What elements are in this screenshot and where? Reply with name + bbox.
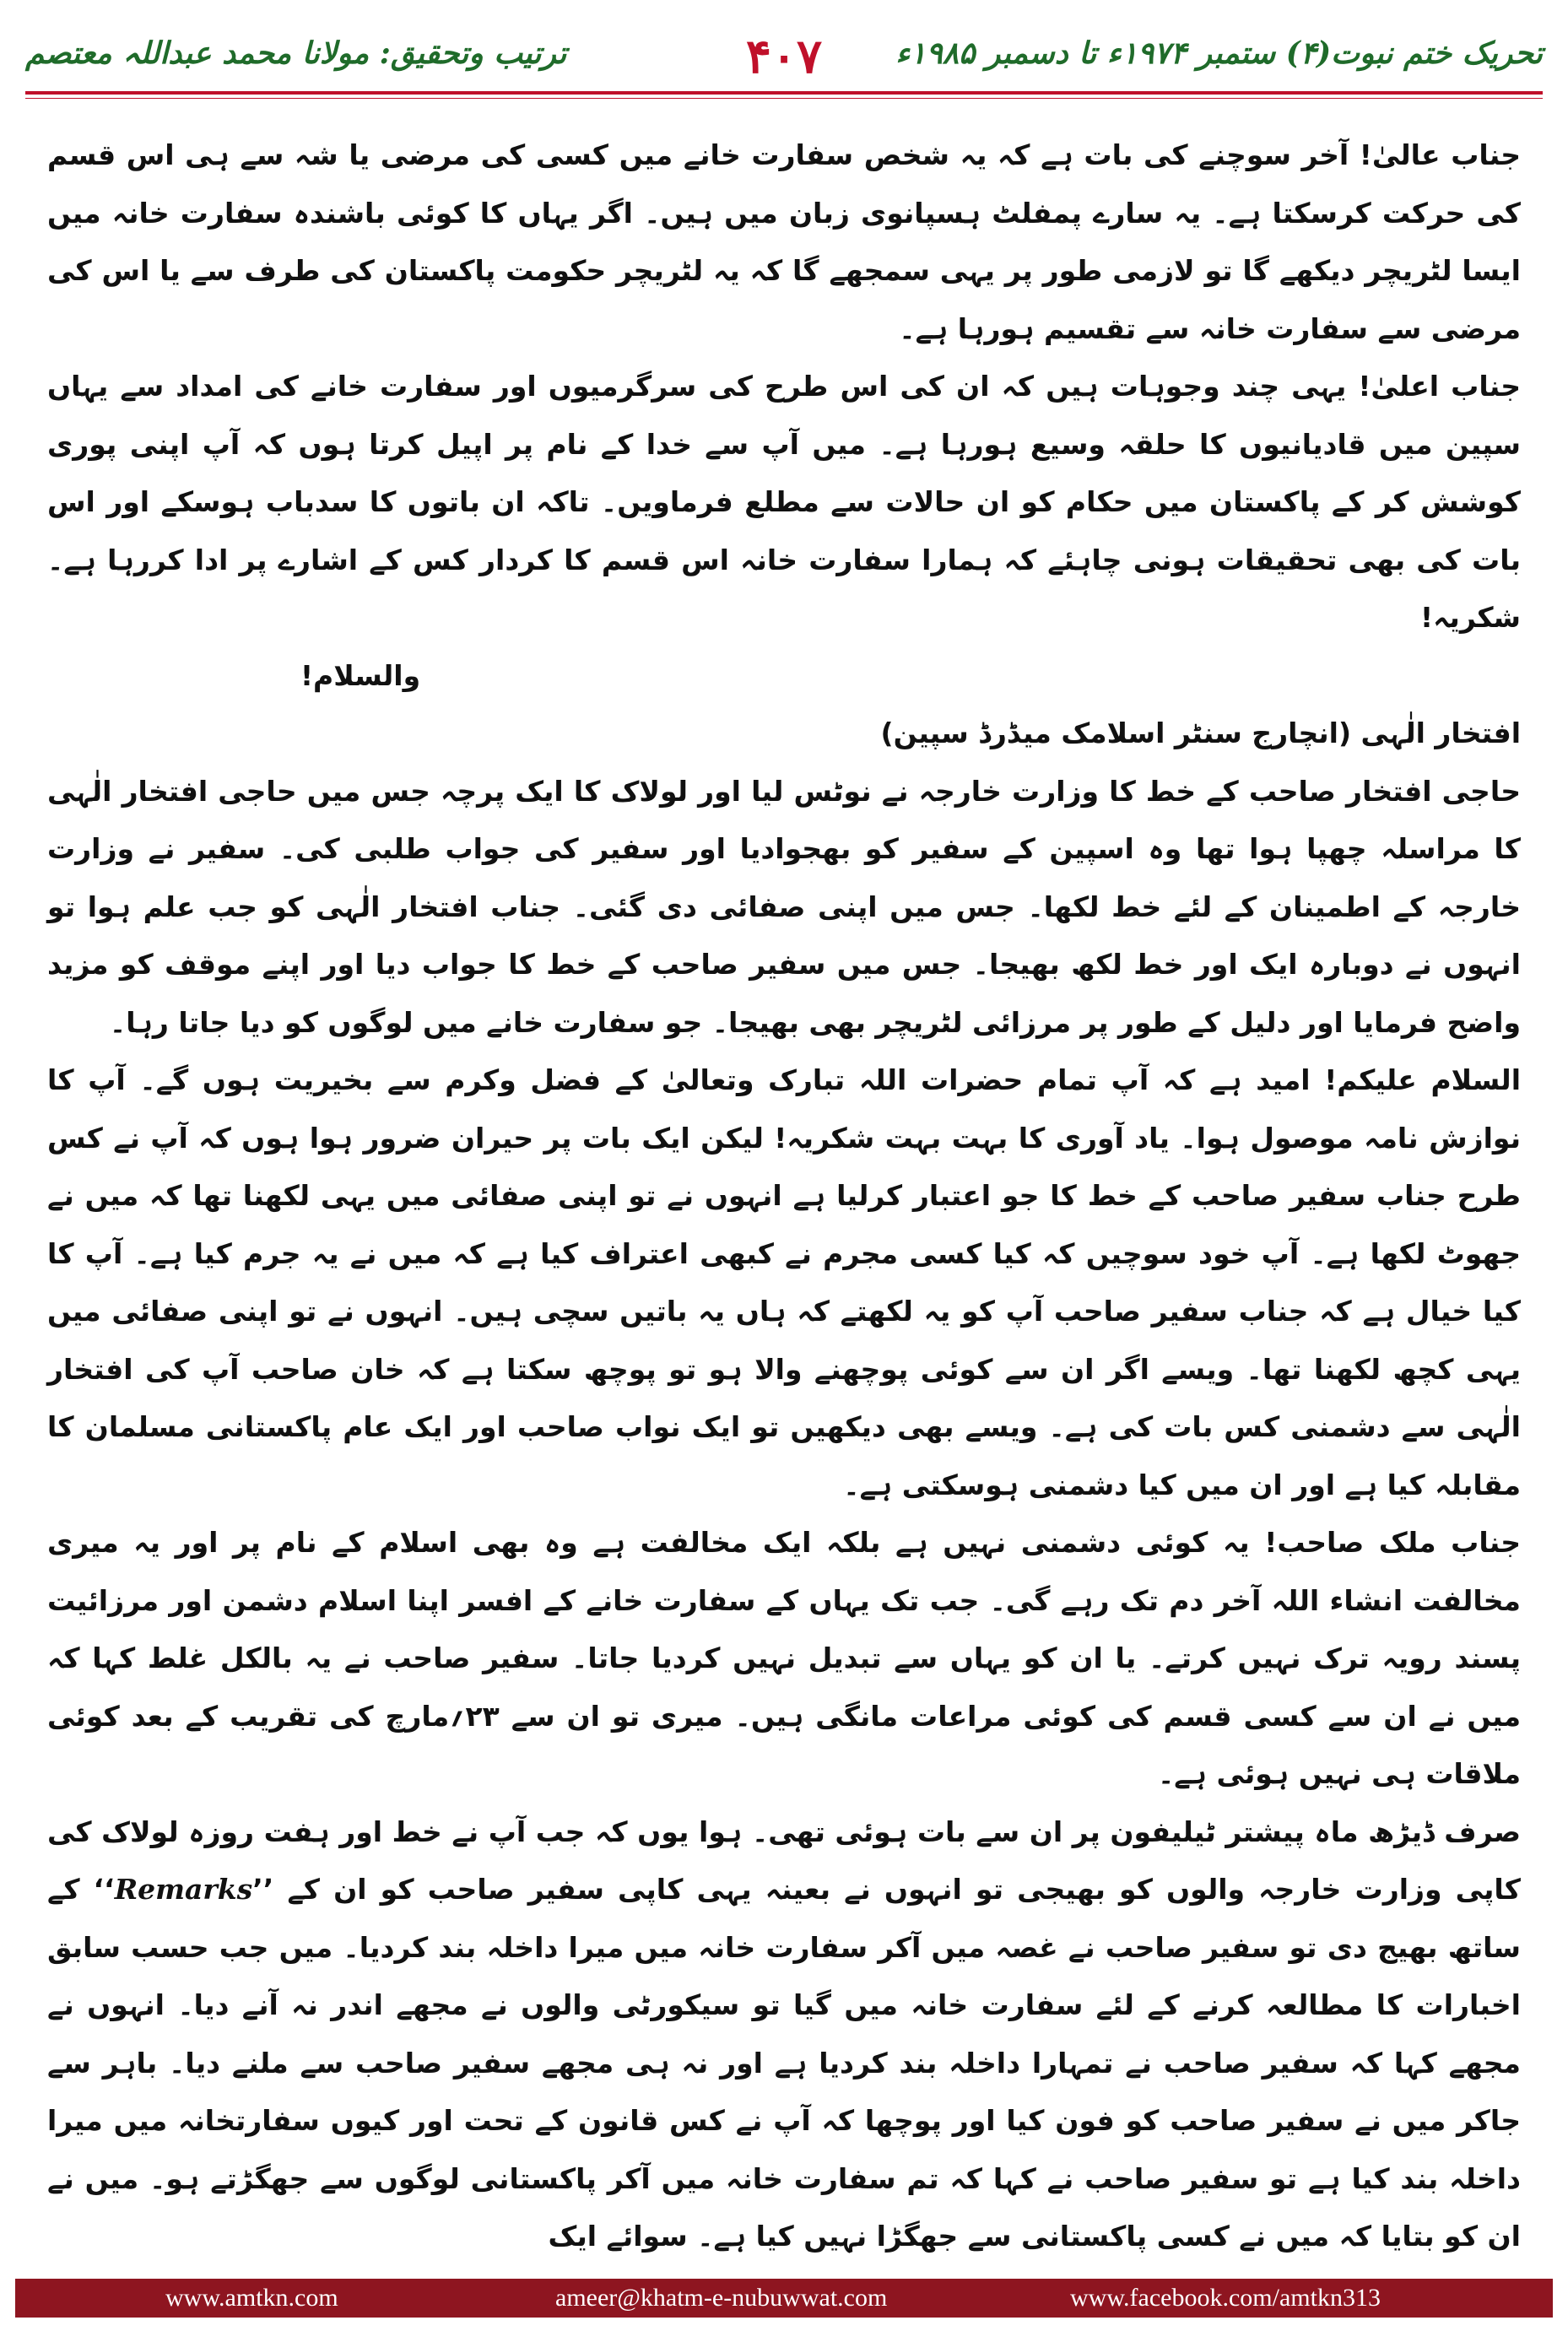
paragraph: جناب اعلیٰ! یہی چند وجوہات ہیں کہ ان کی اس طرح کی سرگرمیوں اور سفارت خانے کی امداد سے یہاں سپین میں قادیانیوں کا حلقہ وسیع ہورہا ہے۔ میں آپ سے خدا کے نام پر اپیل کرتا ہوں کہ آپ اپنی پوری کوشش کر کے پاکستان میں حکام کو ان حالات سے مطلع فرماویں۔ تاکہ ان باتوں کا سدباب ہوسکے اور اس بات کی بھی تحقیقات ہونی چاہئے کہ ہمارا سفارت خانہ اس قسم کا کردار کس کے اشارے پر ادا کررہا ہے۔ شکریہ! xyxy=(47,370,1521,634)
compiler-credit: ترتیب وتحقیق: مولانا محمد عبداللہ معتصم xyxy=(25,35,567,71)
facebook-link[interactable]: www.facebook.com/amtkn313 xyxy=(1070,2284,1381,2312)
header-rule xyxy=(25,91,1543,95)
page-body xyxy=(47,127,1521,2253)
footer-bar xyxy=(15,2279,1553,2318)
page-header xyxy=(25,29,1543,88)
paragraph-text: ‘‘ کے ساتھ بھیج دی تو سفیر صاحب نے غصہ میں آکر سفارت خانہ میں میرا داخلہ بند کردیا۔ میں جب حسب سابق اخبارات کا مطالعہ کرنے کے لئے سفارت خانہ میں گیا تو سیکورٹی والوں نے مجھے اندر نہ آنے دیا۔ انہوں نے مجھے کہا کہ سفیر صاحب نے تمہارا داخلہ بند کردیا ہے اور نہ ہی مجھے سفیر صاحب سے ملنے دیا۔ باہر سے جاکر میں نے سفیر صاحب کو فون کیا اور پوچھا کہ آپ نے کس قانون کے تحت اور کیوں سفارتخانہ میں میرا داخلہ بند کیا ہے تو سفیر صاحب نے کہا کہ تم سفارت خانہ میں آکر پاکستانی لوگوں سے جھگڑتے ہو۔ میں نے ان کو بتایا کہ میں نے کسی پاکستانی سے جھگڑا نہیں کیا ہے۔ سوائے ایک xyxy=(47,1873,1521,2253)
signature: افتخار الٰہی (انچارج سنٹر اسلامک میڈرڈ سپین) xyxy=(880,717,1521,749)
website-link[interactable]: www.amtkn.com xyxy=(165,2284,338,2312)
paragraph-text: صرف ڈیڑھ ماہ پیشتر ٹیلیفون پر ان سے بات ہوئی تھی۔ ہوا یوں کہ جب آپ نے خط اور ہفت روزہ لولاک کی کاپی وزارت خارجہ والوں کو بھیجی تو انہوں نے بعینہ یہی کاپی سفیر صاحب کو ان کے ’’ xyxy=(47,1815,1521,1906)
paragraph: جناب عالیٰ! آخر سوچنے کی بات ہے کہ یہ شخص سفارت خانے میں کسی کی مرضی یا شہ سے ہی اس قسم کی حرکت کرسکتا ہے۔ یہ سارے پمفلٹ ہسپانوی زبان میں ہیں۔ اگر یہاں کا کوئی باشندہ سفارت خانہ میں ایسا لٹریچر دیکھے گا تو لازمی طور پر یہی سمجھے گا کہ یہ لٹریچر حکومت پاکستان کی طرف سے یا اس کی مرضی سے سفارت خانہ سے تقسیم ہورہا ہے۔ xyxy=(47,138,1521,345)
page-number: ۴۰۷ xyxy=(745,29,823,84)
email-link[interactable]: ameer@khatm-e-nubuwwat.com xyxy=(555,2284,888,2312)
paragraph: حاجی افتخار صاحب کے خط کا وزارت خارجہ نے نوٹس لیا اور لولاک کا ایک پرچہ جس میں حاجی افتخار الٰہی کا مراسلہ چھپا ہوا تھا وہ اسپین کے سفیر کو بھجوادیا اور سفیر کی جواب طلبی کی۔ سفیر نے وزارت خارجہ کے اطمینان کے لئے خط لکھا۔ جس میں اپنی صفائی دی گئی۔ جناب افتخار الٰہی کو جب علم ہوا تو انہوں نے دوبارہ ایک اور خط لکھ بھیجا۔ جس میں سفیر صاحب کے خط کا جواب دیا اور اپنے موقف کو مزید واضح فرمایا اور دلیل کے طور پر مرزائی لٹریچر بھی بھیجا۔ جو سفارت خانے میں لوگوں کو دیا جاتا رہا۔ xyxy=(47,774,1521,1039)
paragraph xyxy=(47,1804,1521,2266)
paragraph: السلام علیکم! امید ہے کہ آپ تمام حضرات اللہ تبارک وتعالیٰ کے فضل وکرم سے بخیریت ہوں گے۔ آپ کا نوازش نامہ موصول ہوا۔ یاد آوری کا بہت بہت شکریہ! لیکن ایک بات پر حیران ضرور ہوا ہوں کہ آپ نے کس طرح جناب سفیر صاحب کے خط کا جو اعتبار کرلیا ہے انہوں نے تو اپنی صفائی میں یہی لکھنا تھا کہ میں نے جھوٹ لکھا ہے۔ آپ خود سوچیں کہ کیا کسی مجرم نے کبھی اعتراف کیا ہے کہ میں نے یہ جرم کیا ہے۔ آپ کا کیا خیال ہے کہ جناب سفیر صاحب آپ کو یہ لکھتے کہ ہاں یہ باتیں سچی ہیں۔ انہوں نے تو اپنی صفائی میں یہی کچھ لکھنا تھا۔ ویسے اگر ان سے کوئی پوچھنے والا ہو تو پوچھ سکتا ہے کہ خان صاحب آپ کی افتخار الٰہی سے دشمنی کس بات کی ہے۔ ویسے بھی دیکھیں تو ایک نواب صاحب اور ایک عام پاکستانی مسلمان کا مقابلہ کیا ہے اور ان میں کیا دشمنی ہوسکتی ہے۔ xyxy=(47,1063,1521,1501)
book-title: تحریک ختم نبوت(۴) ستمبر ۱۹۷۴ء تا دسمبر ۱۹۸۵ء xyxy=(895,35,1543,71)
closing-line xyxy=(47,647,1521,706)
header-rule-thin xyxy=(25,98,1543,99)
salutation: والسلام! xyxy=(300,658,421,692)
remarks-word: Remarks xyxy=(114,1873,253,1906)
paragraph: جناب ملک صاحب! یہ کوئی دشمنی نہیں ہے بلکہ ایک مخالفت ہے وہ بھی اسلام کے نام پر اور یہ میری مخالفت انشاء اللہ آخر دم تک رہے گی۔ جب تک یہاں کے سفارت خانے کے افسر اپنا اسلام دشمن اور مرزائیت پسند رویہ ترک نہیں کرتے۔ یا ان کو یہاں سے تبدیل نہیں کردیا جاتا۔ سفیر صاحب نے یہ بالکل غلط کہا کہ میں نے ان سے کسی قسم کی کوئی مراعات مانگی ہیں۔ میری تو ان سے ۲۳؍مارچ کی تقریب کے بعد کوئی ملاقات ہی نہیں ہوئی ہے۔ xyxy=(47,1526,1521,1790)
